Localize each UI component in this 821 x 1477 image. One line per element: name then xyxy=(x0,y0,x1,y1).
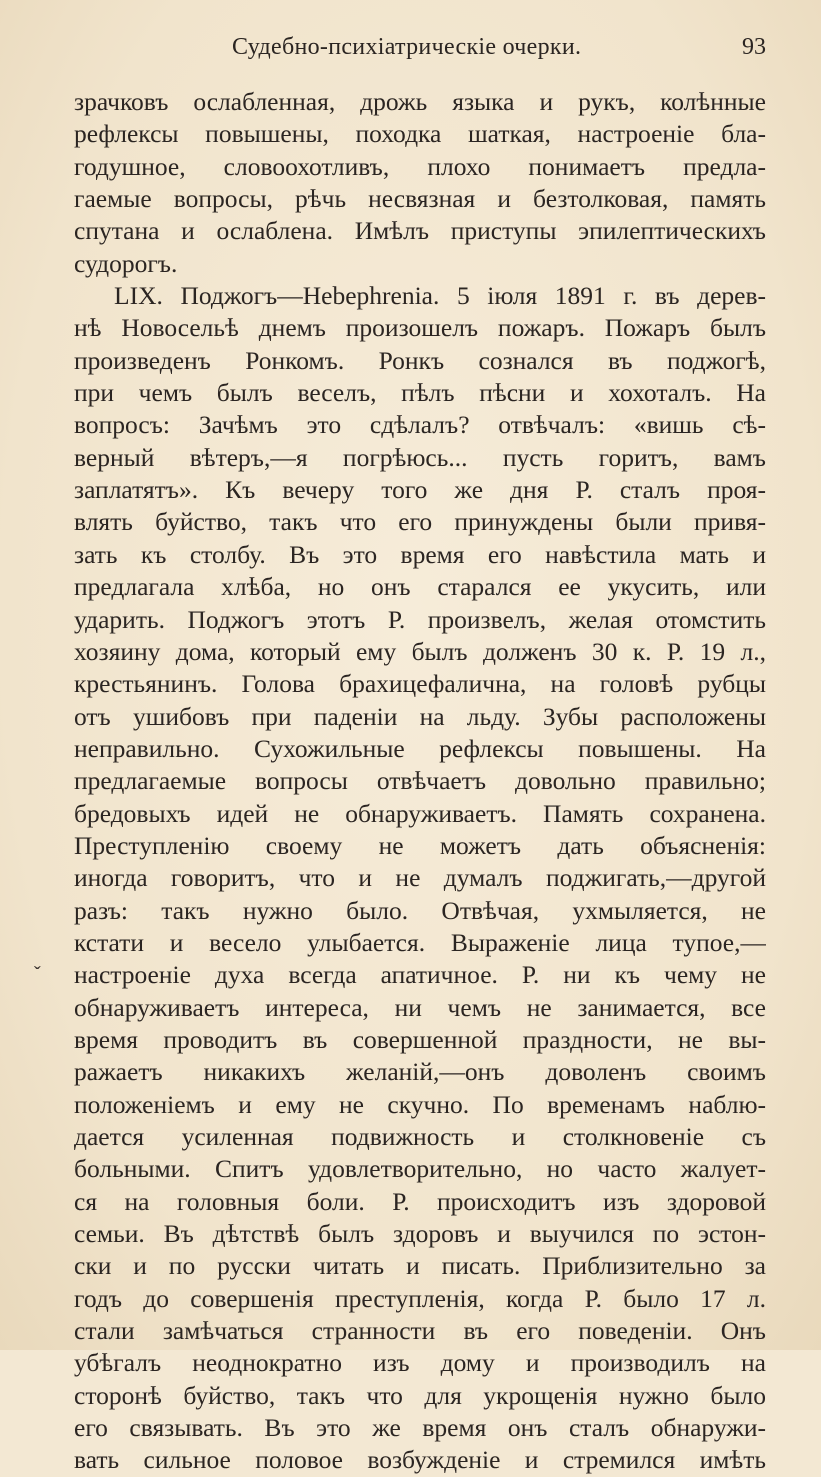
text-line: Преступленію своему не можетъ дать объясненія: xyxy=(74,830,766,860)
text-line: крестьянинъ. Голова брахицефалична, на головѣ рубцы xyxy=(74,669,766,699)
text-line: верный вѣтеръ,—я погрѣюсь... пусть горитъ, вамъ xyxy=(74,442,766,472)
text-line: кстати и весело улыбается. Выраженіе лица тупое,— xyxy=(74,927,766,957)
text-line: LIX. Поджогъ—Hebephrenia. 5 іюля 1891 г. въ дерев- xyxy=(114,281,766,311)
text-line: судорогъ. xyxy=(74,248,178,278)
text-line: ражаетъ никакихъ желаній,—онъ доволенъ своимъ xyxy=(74,1057,766,1087)
text-line: хозяину дома, который ему былъ долженъ 30 к. Р. 19 л., xyxy=(74,636,766,666)
text-line: стали замѣчаться странности въ его поведеніи. Онъ xyxy=(74,1316,766,1346)
text-line: сторонѣ буйство, такъ что для укрощенія нужно было xyxy=(74,1380,766,1410)
running-title: Судебно-психіатрическіе очерки. xyxy=(232,34,582,60)
text-line: годъ до совершенія преступленія, когда Р. было 17 л. xyxy=(74,1283,766,1313)
page-number: 93 xyxy=(742,34,766,60)
text-line: больными. Спитъ удовлетворительно, но часто жалует- xyxy=(74,1154,766,1184)
text-line: положеніемъ и ему не скучно. По временамъ наблю- xyxy=(74,1089,766,1119)
text-line: отъ ушибовъ при паденіи на льду. Зубы расположены xyxy=(74,701,766,731)
text-line: ударить. Поджогъ этотъ Р. произвелъ, желая отомстить xyxy=(74,604,766,634)
text-line: вопросъ: Зачѣмъ это сдѣлалъ? отвѣчалъ: «вишь сѣ- xyxy=(74,410,766,440)
text-line: предлагаемые вопросы отвѣчаетъ довольно правильно; xyxy=(74,766,766,796)
text-line: разъ: такъ нужно было. Отвѣчая, ухмыляется, не xyxy=(74,895,766,925)
text-line: произведенъ Ронкомъ. Ронкъ сознался въ поджогѣ, xyxy=(74,345,766,375)
text-line: спутана и ослаблена. Имѣлъ приступы эпилептическихъ xyxy=(74,216,766,246)
text-line: бредовыхъ идей не обнаруживаетъ. Память сохранена. xyxy=(74,798,766,828)
text-line: предлагала хлѣба, но онъ старался ее укусить, или xyxy=(74,572,766,602)
text-line: настроеніе духа всегда апатичное. Р. ни къ чему не xyxy=(74,960,766,990)
text-line: неправильно. Сухожильные рефлексы повышены. На xyxy=(74,733,766,763)
text-line: иногда говоритъ, что и не думалъ поджигать,—другой xyxy=(74,863,766,893)
text-line: годушное, словоохотливъ, плохо понимаетъ предла- xyxy=(74,151,766,181)
text-line: вать сильное половое возбужденіе и стремился имѣть xyxy=(74,1445,766,1475)
text-line: гаемые вопросы, рѣчь несвязная и безтолковая, память xyxy=(74,184,766,214)
text-line: его связывать. Въ это же время онъ сталъ обнаружи- xyxy=(74,1413,766,1443)
text-line: заплатятъ». Къ вечеру того же дня Р. сталъ проя- xyxy=(74,475,766,505)
text-line: обнаруживаетъ интереса, ни чемъ не занимается, все xyxy=(74,992,766,1022)
text-line: зрачковъ ослабленная, дрожь языка и рукъ, колѣнные xyxy=(74,87,766,116)
text-line: нѣ Новосельѣ днемъ произошелъ пожаръ. Пожаръ былъ xyxy=(74,313,766,343)
text-line: влять буйство, такъ что его принуждены были привя- xyxy=(74,507,766,537)
page-header xyxy=(74,34,766,68)
text-line: зать къ столбу. Въ это время его навѣстила мать и xyxy=(74,539,766,569)
text-line: семьи. Въ дѣтствѣ былъ здоровъ и выучился по эстон- xyxy=(74,1219,766,1249)
text-line: ски и по русски читать и писать. Приблизительно за xyxy=(74,1251,766,1281)
body-text xyxy=(74,86,766,1477)
margin-mark: ˇ xyxy=(34,963,41,985)
text-line: ся на головныя боли. Р. происходитъ изъ здоровой xyxy=(74,1186,766,1216)
text-line: при чемъ былъ веселъ, пѣлъ пѣсни и хохоталъ. На xyxy=(74,378,766,408)
text-line: убѣгалъ неоднократно изъ дому и производилъ на xyxy=(74,1348,766,1378)
text-line: рефлексы повышены, походка шаткая, настроеніе бла- xyxy=(74,119,766,149)
text-line: дается усиленная подвижность и столкновеніе съ xyxy=(74,1122,766,1151)
text-line: время проводитъ въ совершенной праздности, не вы- xyxy=(74,1024,766,1054)
